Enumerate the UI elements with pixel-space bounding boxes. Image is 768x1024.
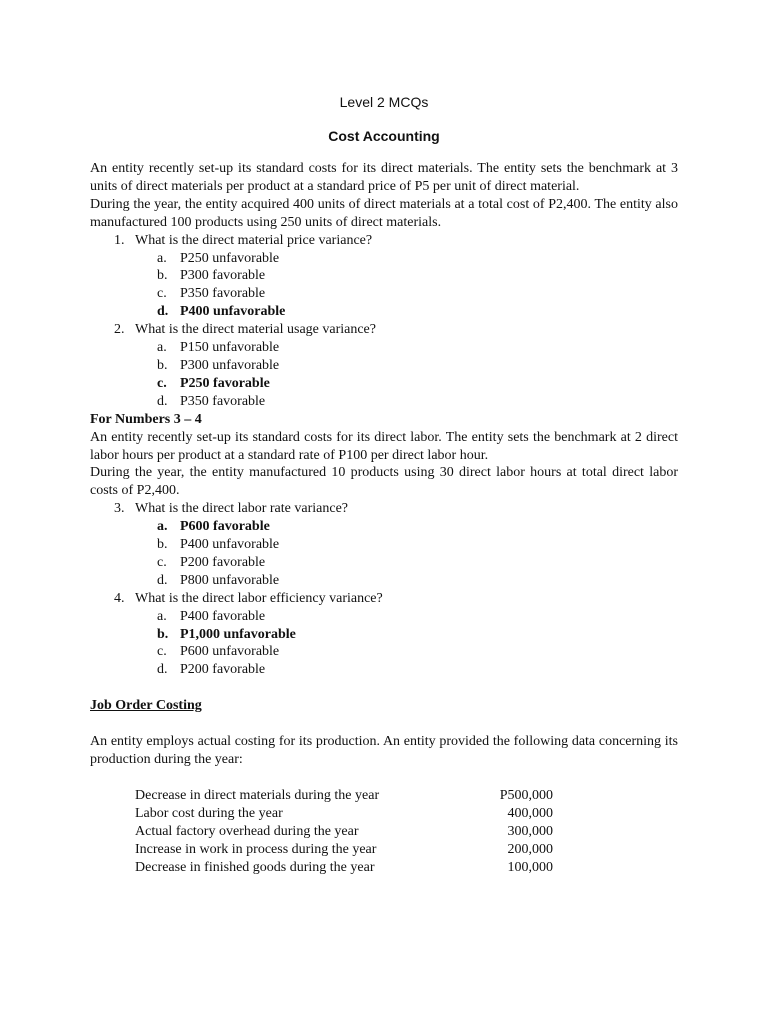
row-value: 400,000 [507, 805, 553, 821]
row-label: Labor cost during the year [135, 805, 283, 821]
option-letter: b. [157, 268, 168, 284]
question-1 [90, 232, 678, 250]
row-label: Decrease in finished goods during the year [135, 859, 375, 875]
row-label: Increase in work in process during the year [135, 841, 377, 857]
question-text: What is the direct material price variance? [135, 232, 373, 248]
option-text: P200 favorable [180, 554, 266, 570]
question-1-option-a [90, 250, 678, 268]
production-data-table [135, 787, 553, 877]
question-3-option-d [90, 572, 678, 590]
option-letter: d. [157, 304, 169, 320]
question-3 [90, 500, 678, 518]
question-2 [90, 321, 678, 339]
option-letter: c. [157, 554, 167, 570]
option-letter: d. [157, 393, 168, 409]
table-row [135, 787, 553, 805]
job-order-costing-heading: Job Order Costing [90, 698, 202, 714]
labor-intro-paragraph: An entity recently set-up its standard costs for its direct labor. The entity sets the benchmark at 2 direct labor hours per product at a standard rate of P100 per direct labor hour. [90, 429, 678, 463]
option-text: P350 favorable [180, 393, 266, 409]
row-label: Actual factory overhead during the year [135, 823, 359, 839]
option-text: P600 favorable [180, 519, 270, 535]
numbers-3-4-heading: For Numbers 3 – 4 [90, 411, 202, 427]
materials-intro-paragraph: An entity recently set-up its standard costs for its direct materials. The entity sets the benchmark at 3 units of direct materials per product at a standard price of P5 per unit of direct material. [90, 161, 678, 194]
spacer [90, 769, 678, 787]
materials-data-paragraph: During the year, the entity acquired 400 units of direct materials at a total cost of P2,400. The entity also manufactured 100 products using 250 units of direct materials. [90, 196, 678, 230]
option-letter: a. [157, 608, 167, 624]
row-value: P500,000 [499, 788, 553, 803]
document-subtitle: Cost Accounting [328, 128, 440, 144]
question-3-option-c [90, 554, 678, 572]
table-row [135, 859, 553, 877]
question-number: 3. [114, 501, 125, 517]
option-letter: b. [157, 537, 168, 553]
question-2-option-c-answer [90, 375, 678, 393]
option-text: P200 favorable [180, 662, 266, 678]
question-number: 1. [114, 232, 125, 248]
question-2-option-a [90, 339, 678, 357]
table-row [135, 823, 553, 841]
option-letter: c. [157, 644, 167, 660]
option-text: P250 unfavorable [180, 250, 280, 266]
option-letter: b. [157, 626, 169, 642]
option-letter: d. [157, 572, 168, 588]
question-4-option-a [90, 608, 678, 626]
question-4-option-b-answer [90, 626, 678, 644]
table-row [135, 841, 553, 859]
question-text: What is the direct labor efficiency variance? [135, 590, 383, 606]
option-text: P400 unfavorable [180, 537, 280, 553]
document-body [90, 160, 678, 877]
option-text: P300 favorable [180, 268, 266, 284]
question-4-option-c [90, 643, 678, 661]
question-3-option-b [90, 536, 678, 554]
question-2-option-d [90, 393, 678, 411]
question-text: What is the direct material usage variance? [135, 322, 376, 338]
question-1-option-c [90, 285, 678, 303]
option-text: P400 unfavorable [180, 304, 286, 320]
option-text: P150 unfavorable [180, 340, 280, 356]
option-text: P1,000 unfavorable [180, 626, 296, 642]
row-value: 200,000 [507, 841, 553, 857]
row-value: 100,000 [507, 859, 553, 875]
question-4-option-d [90, 661, 678, 679]
option-text: P350 favorable [180, 286, 266, 302]
question-4 [90, 590, 678, 608]
question-number: 2. [114, 322, 125, 338]
option-text: P800 unfavorable [180, 572, 280, 588]
option-text: P300 unfavorable [180, 357, 280, 373]
labor-data-paragraph: During the year, the entity manufactured 10 products using 30 direct labor hours at total direct labor costs of P2,400. [90, 465, 678, 499]
option-letter: a. [157, 519, 168, 535]
option-letter: a. [157, 250, 167, 266]
spacer [90, 715, 678, 733]
question-1-option-b [90, 267, 678, 285]
option-text: P600 unfavorable [180, 644, 280, 660]
option-text: P400 favorable [180, 608, 266, 624]
option-letter: b. [157, 357, 168, 373]
question-number: 4. [114, 590, 125, 606]
document-title: Level 2 MCQs [339, 94, 429, 110]
question-text: What is the direct labor rate variance? [135, 501, 348, 517]
question-2-option-b [90, 357, 678, 375]
spacer [90, 679, 678, 697]
option-letter: d. [157, 662, 168, 678]
option-letter: a. [157, 340, 167, 356]
table-row [135, 805, 553, 823]
question-1-option-d-answer [90, 303, 678, 321]
question-3-option-a-answer [90, 518, 678, 536]
job-order-intro-paragraph: An entity employs actual costing for its production. An entity provided the following data concerning its production during the year: [90, 734, 678, 768]
row-label: Decrease in direct materials during the year [135, 788, 380, 803]
row-value: 300,000 [507, 823, 553, 839]
option-letter: c. [157, 286, 167, 302]
option-letter: c. [157, 375, 167, 391]
option-text: P250 favorable [180, 375, 270, 391]
